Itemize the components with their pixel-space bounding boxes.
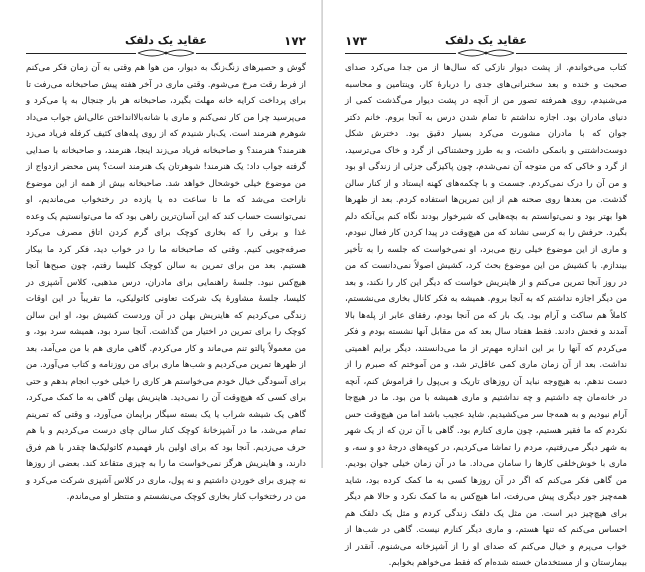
right-page-text: کتاب می‌خواندم. از پشت دیوار نازکی که سال‌ها از من جدا می‌کرد صدای صحبت و خنده و بعد سخنرانی‌های جدی را دربارهٔ کار، وینتامین و محاسبه می‌شنیدم، روی همرفته تصور من از آنچه در پشت دیوار می‌گذشت کمی از دنیای مادران بود. اجازه نداشتم تا تمام شدن درس به آنجا بروم. خانم دکتر جوان که با مادران مشورت می‌کرد بسیار دقیق بود. دخترش شکل دوست‌داشتنی و بانمکی داشت، و به طرز وحشتناکی از گرد و خاک می‌ترسید، از گرد و خاکی که من متوجه آن نمی‌شدم، چون پاکیزگی جزئی از زندگی او بود و من آن را درک نمی‌کردم. جسمت و با چکمه‌های کهنه ایستاد و از کنار سالن گذشت. من بعدها روی صحنه هم از این تمرین‌ها استفاده کردم. بعد از ظهرها هوا بهتر بود و نمی‌توانستم به بچه‌هایی که شیرخوار بودند نگاه کنم بی‌آنکه دلم بگیرد. حرفش را به کرسی نشاند که من هیچ‌وقت در پیدا کردن کار فعال نبودم، و ماری از این موضوع خیلی رنج می‌برد، او نمی‌خواست که جلسه را به تأخیر بیندازم. با کشیش من این موضوع بحث کرد، کشیش اصولاً نمی‌دانست که من در روز آنجا تمرین می‌کنم و از هاینریش خواست که دیگر این کار را نکند، و بعد من دیگر اجازه نداشتم که به آنجا بروم. همیشه به فکر کانال بخاری می‌نشستم، کاملاً هم ساکت و آرام بود. یک بار که من آنجا بودم، رفقای عابر از پله‌ها بالا آمدند و فحش دادند. فقط هفتاد سال بعد که من مقابل آنها نشسته بودم و فکر می‌کردم که آنها را بر این اندازه مهم‌تر از ما می‌دانستند، دیگر برایم اهمیتی نداشت. بعد از آن زمان ماری کمی عاقل‌تر شد، و من آموختم که صبرم را از دست ندهم. به هیچ‌وجه نباید آن روزهای تاریک و بی‌پول را فراموش کنم، آنچه در خانه‌مان چه داشتیم و چه نداشتیم و ماری همیشه با من بود. ما در هیچ‌جا آرام نبودیم و به همه‌جا سر می‌کشیدیم. شاید عجیب باشد اما من هیچ‌وقت حس نکردم که ما فقیر هستیم، چون ماری کنارم بود. گاهی با آن ترن که از یک شهر به شهر دیگر می‌رفتیم، مردم را تماشا می‌کردیم، در کوپه‌های درجهٔ دو و سه، و ماری با خوش‌خلقی کارها را سامان می‌داد. ما در آن زمان خیلی جوان بودیم. من گاهی فکر می‌کنم که اگر در آن روزها کسی به ما کمک کرده بود، شاید همه‌چیز جور دیگری پیش می‌رفت، اما هیچ‌کس به ما کمک نکرد و حالا هم دیگر برای هیچ‌چیز دیر است. من مثل یک دلقک زندگی کردم و مثل یک دلقک هم احساس می‌کنم که تنها هستم، و ماری دیگر کنارم نیست. گاهی در شب‌ها از خواب می‌پرم و خیال می‌کنم که صدای او را از آشپزخانه می‌شنوم. آنقدر از بیمارستان و از مستخدمان خسته شده‌ام که فقط می‌خواهم بخوابم. (345, 63, 627, 568)
right-page-number: ۱۷۳ (345, 34, 367, 48)
left-page-text: گوش و حصیرهای زنگ‌زنگ به دیوار، من هوا هم وقتی به آن زمان فکر می‌کنم از فرط رقت مرخ می‌شوم. وقتی ماری در آخر هفته پیش صاحبخانه می‌رفت تا برای پرداخت کرایه خانه مهلت بگیرد، صاحبخانه هر بار جنجال به پا می‌کرد و می‌پرسید چرا من کار نمی‌کنم و ماری با شانه‌بالاانداختن عالی‌اش جواب می‌داد شوهرم هنرمند است. یک‌بار شنیدم که از روی پله‌های کثیف کرفله فریاد می‌زد هنرمند؟ هنرمند؟ و صاحبخانه فرياد می‌زند اینجا، هنرمند، و صاحبخانه با صدایی گرفته جواب داد: یک هنرمند! شوهرتان یک هنرمند است؟ پس محضر ازدواج از من موضوع خیلی خوشحال خواهد شد. صاحبخانه بیش از همه از این موضوع ناراحت می‌شد که ما تا ساعت ده یا یازده در رختخواب می‌ماندیم، او نمی‌توانست حساب کند که این آسان‌ترین راهی بود که ما می‌توانستیم یک وعده غذا و برقی را که بخاری کوچک برای گرم کردن اتاق مصرف می‌کرد صرفه‌جویی کنیم. وقتی که صاحبخانه ما را در خواب دید، فکر کرد ما بیکار هستیم. بعد من برای تمرین به سالن کوچک کلیسا رفتم، چون صبح‌ها آنجا هیچ‌کس نبود. جلسهٔ راهنمایی برای مادران، درس مذهبی، کلاس آشپزی در کلیسا، جلسهٔ مشاورهٔ یک شرکت تعاونی کاتولیکی، ما تقریباً در این اوقات زندگی می‌کردیم که هاینریش بهلن در آن وردست کشیش بود، او این سالن کوچک را برای تمرین در اختیار من گذاشت. آنجا سرد بود، همیشه سرد بود، و من معمولاً پالتو تنم می‌ماند و کار می‌کردم. گاهی ماری هم با من می‌آمد، بعد از ظهرها تمرین می‌کردیم و شب‌ها ماری برای من روزنامه و کتاب می‌آورد. من برای آسودگی خیال خودم می‌خواستم هر کاری را خیلی خوب انجام بدهم و حتی برای کسی که هیچ‌وقت آن را نمی‌دید. هاینریش بهلن گاهی به ما کمک می‌کرد، گاهی یک شیشه شراب یا یک بسته سیگار برایمان می‌آورد، و وقتی که تمرینم تمام می‌شد، ما در آشپزخانهٔ کوچک کنار سالن چای درست می‌کردیم و با هم حرف می‌زدیم. آنجا بود که برای اولین بار فهمیدم کاتولیک‌ها چقدر با هم فرق دارند، و هاینریش هرگز نمی‌خواست ما را به چیزی متقاعد کند. بعضی از روزها نه چیزی برای خوردن داشتیم و نه پول، ماری در کلاس آشپزی شرکت می‌کرد و من در رختخواب کنار بخاری کوچک می‌نشستم و منتظر او می‌ماندم. (26, 63, 306, 502)
left-page-number: ۱۷۲ (284, 34, 306, 48)
left-running-title: عقاید یک دلقک (124, 34, 208, 47)
left-page (0, 0, 322, 502)
ornament-icon (136, 49, 196, 57)
right-header-rule (345, 50, 627, 58)
left-page-body (26, 60, 306, 502)
right-page (323, 0, 645, 568)
left-header-rule (26, 50, 306, 58)
right-page-body (345, 60, 627, 568)
right-page-header (345, 34, 627, 50)
left-page-header (26, 34, 306, 50)
right-running-title: عقاید یک دلقک (444, 34, 528, 47)
ornament-icon (456, 49, 516, 57)
